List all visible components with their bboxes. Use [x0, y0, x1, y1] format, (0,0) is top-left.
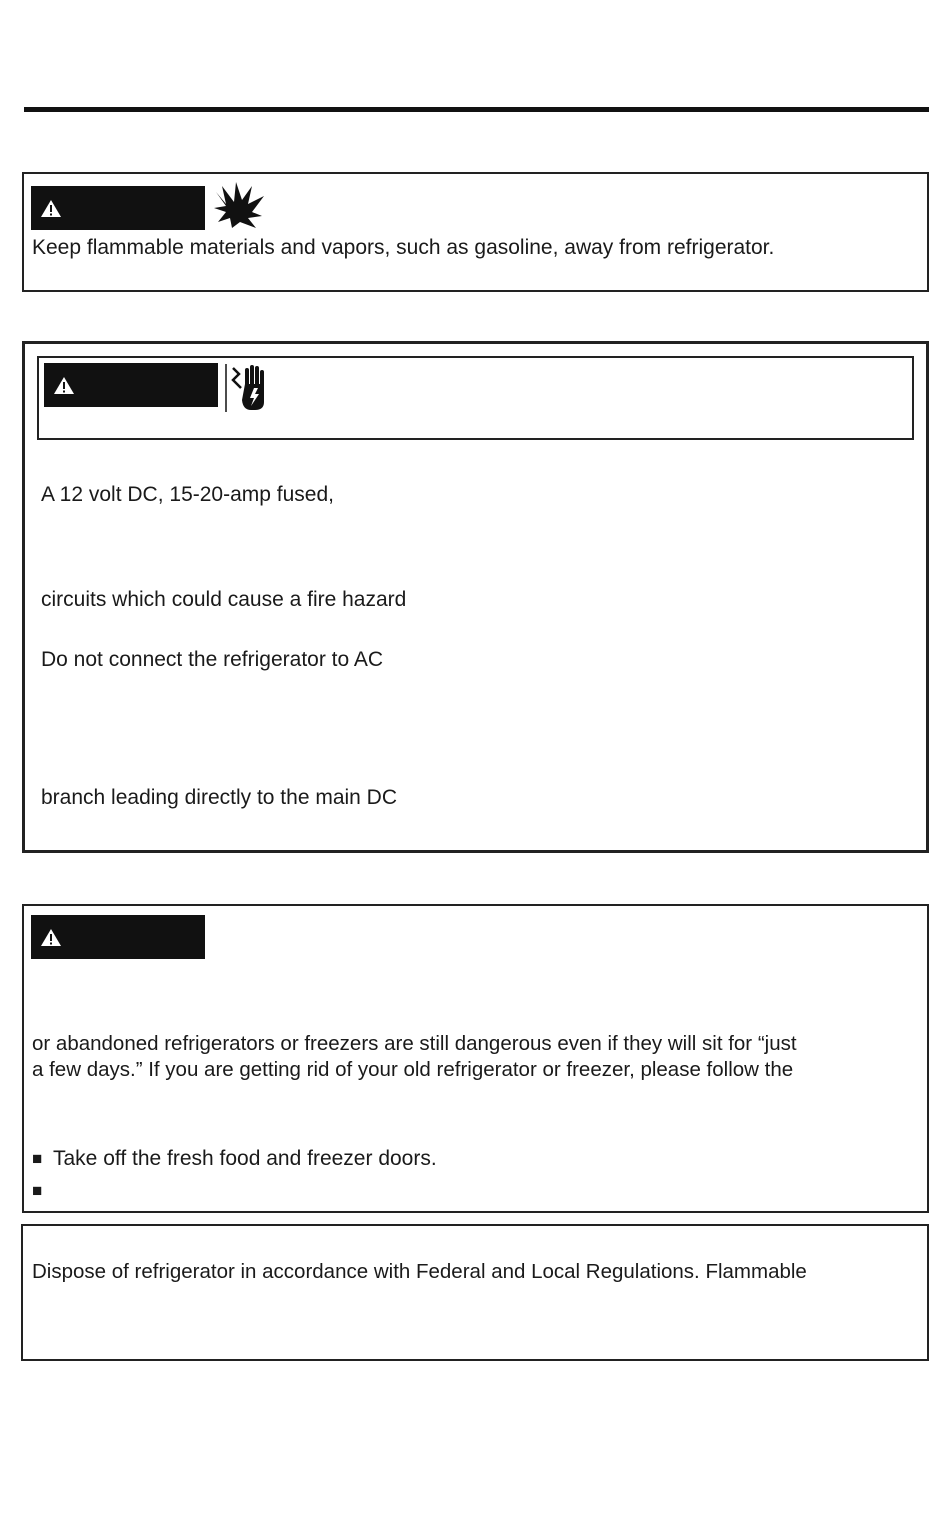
warning-triangle-icon [40, 928, 62, 947]
entrapment-line-1: or abandoned refrigerators or freezers are still dangerous even if they will sit for “just [32, 1032, 797, 1055]
electrical-warning-box [22, 341, 929, 853]
bullet-text: Take off the fresh food and freezer doors. [53, 1147, 437, 1170]
disposal-text: Dispose of refrigerator in accordance with Federal and Local Regulations. Flammable [32, 1260, 807, 1283]
electric-shock-hand-icon [223, 362, 273, 414]
bullet-marker: ■ [32, 1181, 43, 1200]
header-rule [24, 107, 929, 112]
electrical-line-2: circuits which could cause a fire hazard [41, 588, 407, 611]
electrical-line-1: A 12 volt DC, 15-20-amp fused, [41, 483, 334, 506]
flammable-warning-text: Keep flammable materials and vapors, such as gasoline, away from refrigerator. [32, 236, 775, 259]
entrapment-line-2: a few days.” If you are getting rid of your old refrigerator or freezer, please follow the [32, 1058, 794, 1081]
warning-triangle-icon [40, 199, 62, 218]
electrical-line-3: Do not connect the refrigerator to AC [41, 648, 384, 671]
warning-badge [44, 363, 218, 407]
warning-badge [31, 186, 205, 230]
warning-triangle-icon [53, 376, 75, 395]
electrical-line-4: branch leading directly to the main DC [41, 786, 398, 809]
explosion-icon [214, 182, 266, 230]
disposal-notice-box [21, 1224, 929, 1361]
bullet-marker: ■ [32, 1149, 43, 1168]
electrical-warning-header [37, 356, 914, 440]
warning-badge [31, 915, 205, 959]
entrapment-warning-box [22, 904, 929, 1213]
flammable-warning-box [22, 172, 929, 292]
